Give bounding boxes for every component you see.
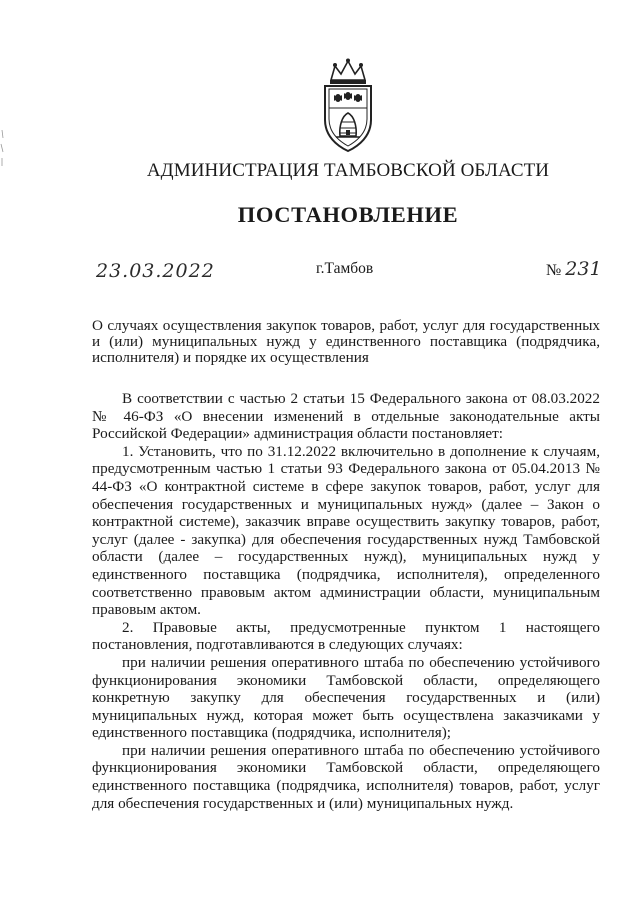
number-prefix: № [546,262,562,279]
tambov-region-coat-of-arms-icon [317,58,379,154]
document-city: г.Тамбов [316,260,374,277]
body-paragraph: при наличии решения оперативного штаба по обеспечению устойчивого функционирования экономики Тамбовской области, определяющего единственного поставщика (подрядчика, исполнителя) товаров, работ, услуг для обеспечения государственных и (или) муниципальных нужд. [92,741,600,812]
organization-name: АДМИНИСТРАЦИЯ ТАМБОВСКОЙ ОБЛАСТИ [146,160,550,181]
body-paragraph: 2. Правовые акты, предусмотренные пунктом 1 настоящего постановления, подготавливаются в следующих случаях: [92,618,600,654]
document-type-title: ПОСТАНОВЛЕНИЕ [237,202,459,227]
document-body [92,390,600,812]
body-paragraph: 1. Установить, что по 31.12.2022 включительно в дополнение к случаям, предусмотренным частью 1 статьи 93 Федерального закона от 05.04.2013 № 44-ФЗ «О контрактной системе в сфере закупок товаров, работ, услуг для обеспечения государственных и муниципальных нужд» (далее – Закон о контрактной системе), заказчик вправе осуществить закупку товаров, работ, услуг (далее - закупка) для обеспечения государственных нужд Тамбовской области (далее – государственных нужд), муниципальных нужд у единственного поставщика (подрядчика, исполнителя), определенного соответственно правовым актом администрации области, муниципальным правовым актом. [92,442,600,619]
body-paragraph: В соответствии с частью 2 статьи 15 Федерального закона от 08.03.2022 № 46-ФЗ «О внесении изменений в отдельные законодательные акты Российской Федерации» администрация области постановляет: [92,390,600,443]
body-paragraph: при наличии решения оперативного штаба по обеспечению устойчивого функционирования экономики Тамбовской области, определяющего конкретную закупку для обеспечения государственных и (или) муниципальных нужд, которая может быть осуществлена заказчиками у единственного поставщика (подрядчика, исполнителя); [92,653,600,742]
document-number [546,258,602,280]
document-date: 23.03.2022 [96,260,215,282]
number-value: 231 [565,258,602,280]
document-subject: О случаях осуществления закупок товаров, работ, услуг для государственных и (или) муниципальных нужд у единственного поставщика (подрядчика, исполнителя) и порядке их осуществления [92,317,600,367]
